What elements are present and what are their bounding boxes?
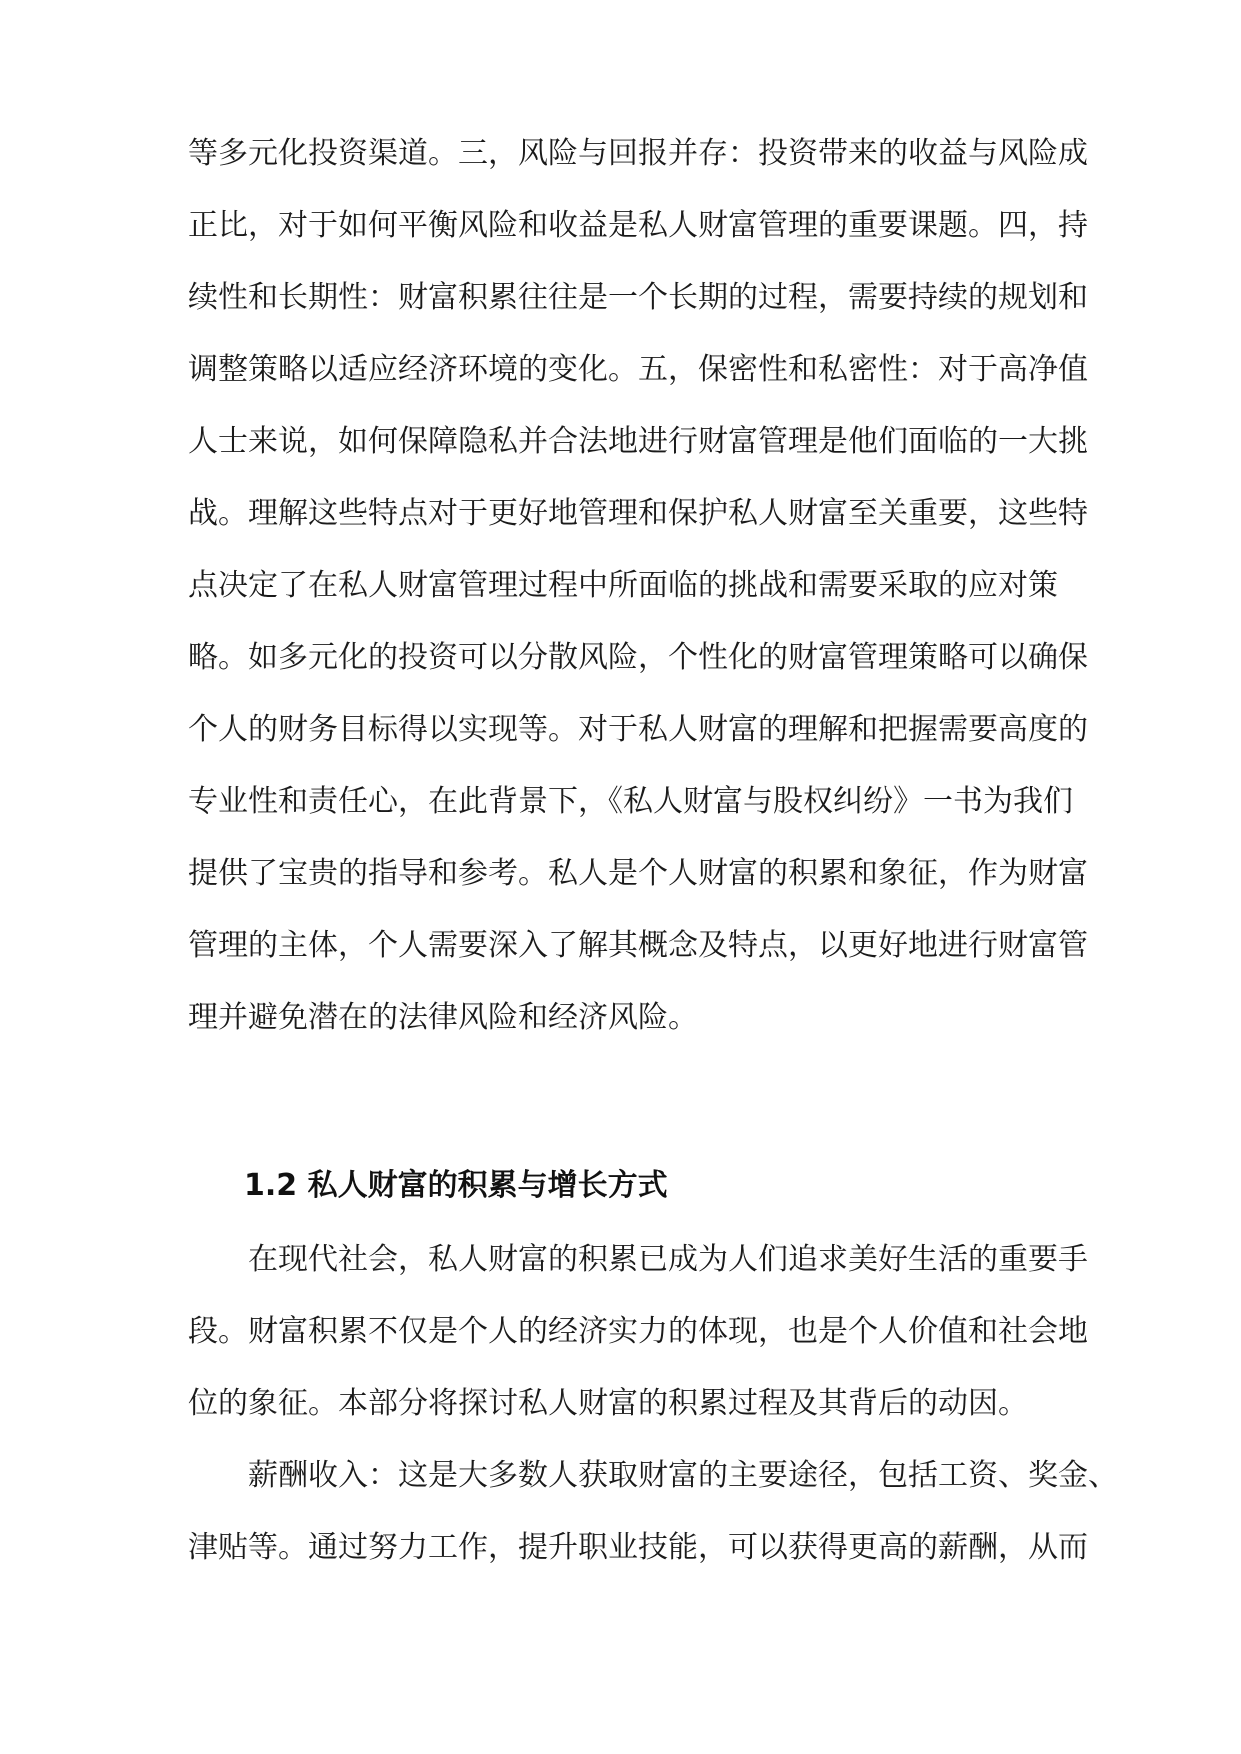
text-line: 续性和长期性：财富积累往往是一个长期的过程，需要持续的规划和 [188,280,1088,315]
text-line: 津贴等。通过努力工作，提升职业技能，可以获得更高的薪酬，从而 [188,1530,1088,1565]
text-line: 战。理解这些特点对于更好地管理和保护私人财富至关重要，这些特 [188,496,1088,531]
text-line: 调整策略以适应经济环境的变化。五，保密性和私密性：对于高净值 [188,352,1088,387]
text-line: 位的象征。本部分将探讨私人财富的积累过程及其背后的动因。 [188,1386,1028,1421]
text-line: 在现代社会，私人财富的积累已成为人们追求美好生活的重要手 [188,1242,1088,1277]
text-line: 人士来说，如何保障隐私并合法地进行财富管理是他们面临的一大挑 [188,424,1088,459]
section-heading: 1.2 私人财富的积累与增长方式 [244,1168,668,1203]
text-line: 理并避免潜在的法律风险和经济风险。 [188,1000,698,1035]
paragraph-salary-income [188,1456,1118,1568]
text-line: 管理的主体，个人需要深入了解其概念及特点，以更好地进行财富管 [188,928,1088,963]
paragraph-wealth-accumulation [188,1240,1088,1424]
paragraph-wealth-characteristics [188,134,1088,1038]
text-line: 等多元化投资渠道。三，风险与回报并存：投资带来的收益与风险成 [188,136,1088,171]
text-line: 个人的财务目标得以实现等。对于私人财富的理解和把握需要高度的 [188,712,1088,747]
text-line: 提供了宝贵的指导和参考。私人是个人财富的积累和象征，作为财富 [188,856,1088,891]
text-line: 专业性和责任心，在此背景下，《私人财富与股权纠纷》一书为我们 [188,784,1073,819]
text-line: 薪酬收入：这是大多数人获取财富的主要途径，包括工资、奖金、 [188,1458,1118,1493]
text-line: 段。财富积累不仅是个人的经济实力的体现，也是个人价值和社会地 [188,1314,1088,1349]
text-line: 略。如多元化的投资可以分散风险，个性化的财富管理策略可以确保 [188,640,1088,675]
text-line: 正比，对于如何平衡风险和收益是私人财富管理的重要课题。四，持 [188,208,1088,243]
text-line: 点决定了在私人财富管理过程中所面临的挑战和需要采取的应对策 [188,568,1058,603]
